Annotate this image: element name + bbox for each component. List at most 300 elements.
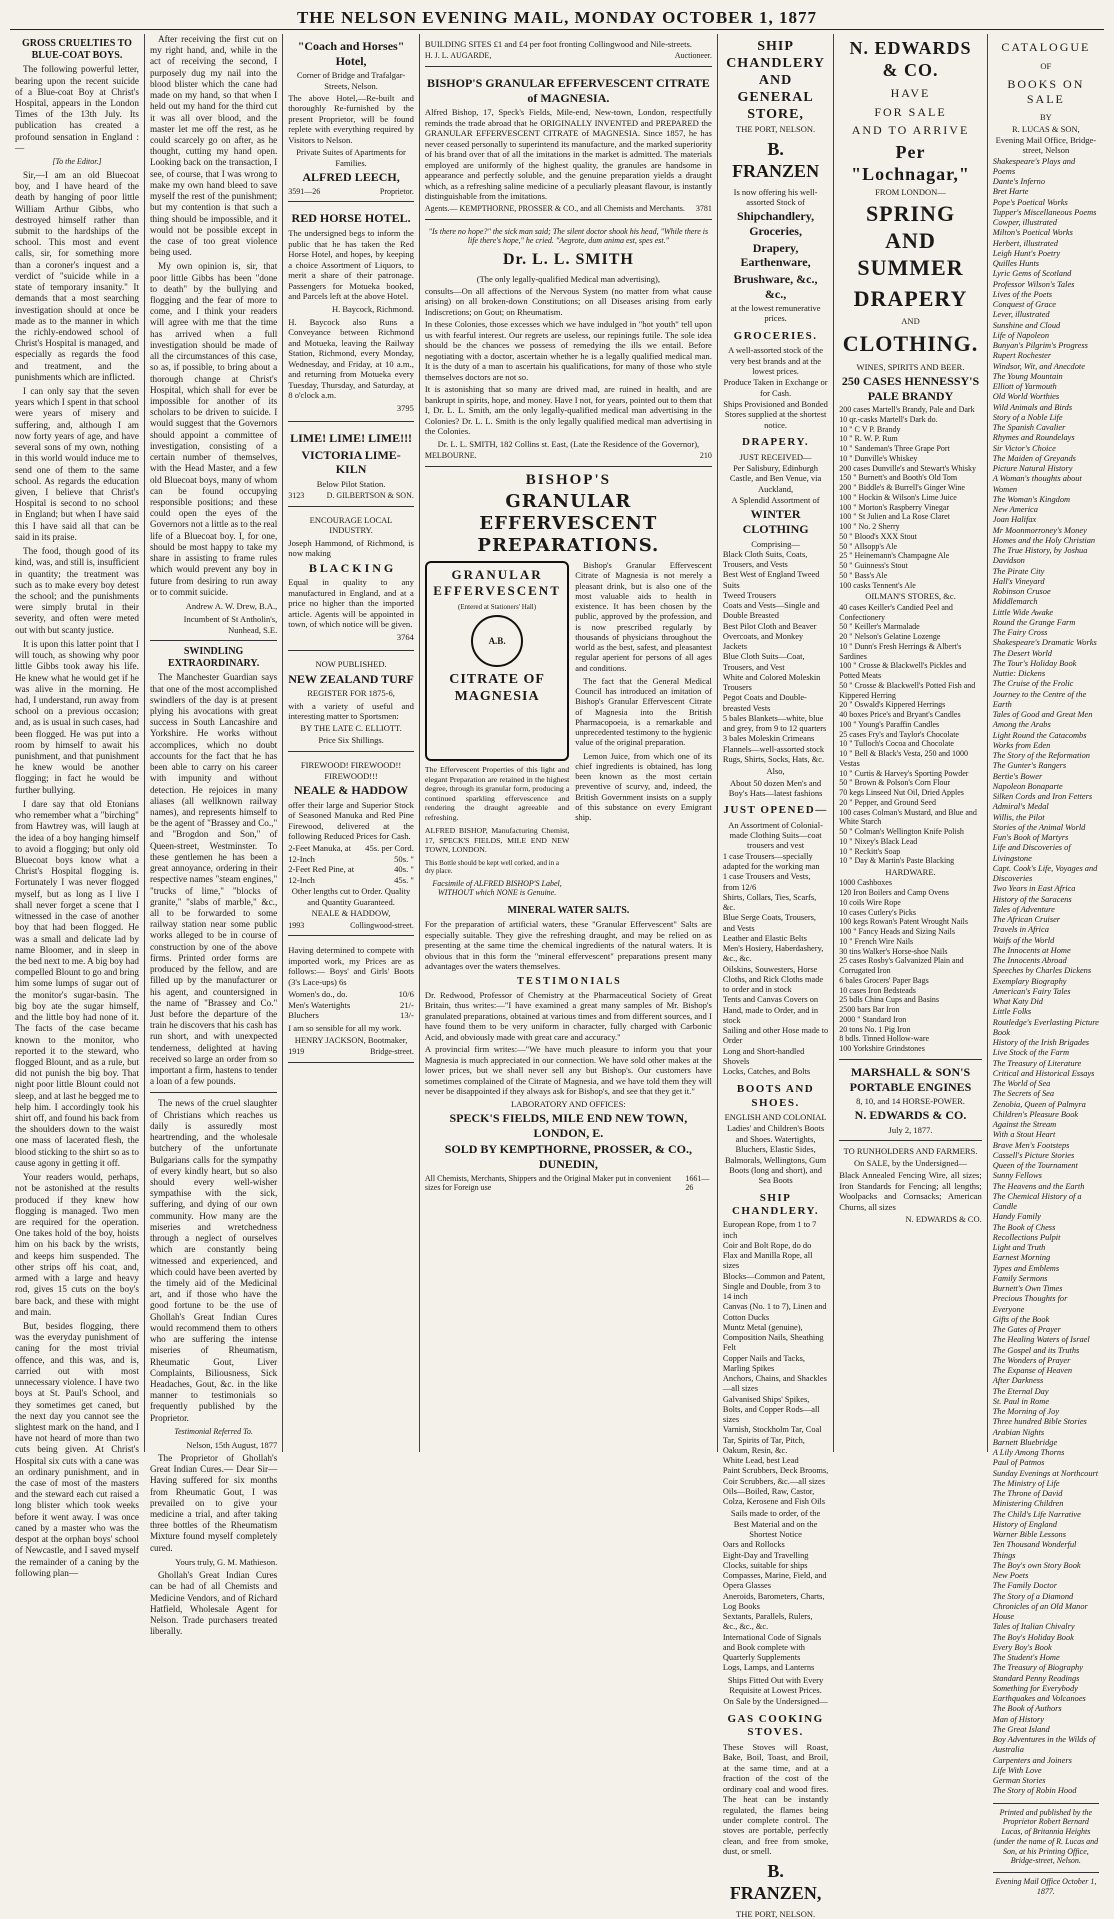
list-item: 20 " Oswald's Kippered Herrings [839,700,946,710]
testimonial-heading: Testimonial Referred To. [174,1426,253,1436]
ad-agents: Agents.— KEMPTHORNE, PROSSER & CO., and all Chemists and Merchants. [424,203,685,213]
signature: D. GILBERTSON & SON. [326,491,414,501]
list-item: 10 " Tulloch's Cocoa and Chocolate [839,739,954,749]
book-item: The Ministry of Life [992,1478,1060,1488]
sail-list [723,1540,828,1673]
book-item: Bertie's Bower [992,771,1043,781]
list-item: Flannels—well-assorted stock [722,744,825,754]
paragraph: It is upon this latter point that I will touch, as showing why poor little Gibbs took away his life. He knew what he would get if he was alive in the morning. He had, I understand, run away from school on a previous occasion; and, as is usual in such cases, had been flogged. He was put into a room by himself to await his punishment, and that punishment he knew would be another flogging; in fact he would be further bullying. [15,638,139,795]
section-body: A Splendid Assortment of [731,494,820,505]
label-maker: ALFRED BISHOP, Manufacturing Chemist, 17, SPECK'S FIELDS, MILE END NEW TOWN, LONDON. [424,826,570,855]
sale-note: On SALE, by the Undersigned— [853,1157,968,1168]
book-item: Quilles Hunts [992,259,1040,269]
book-item: Speeches by Charles Dickens [992,966,1092,976]
list-item: Oils—Boiled, Raw, Castor, Colza, Kerosene and Fish Oils [722,1486,825,1507]
list-item: Black Cloth Suits, Coats, Trousers, and Vests [722,549,808,570]
book-item: History of the Irish Brigades [992,1038,1090,1048]
book-item: Homes and the Holy Christian [992,535,1096,545]
paragraph: But, besides flogging, there was the everyday punishment of caning for the most trivial offence, and this was, and is, carried out with most unnecessary violence. I have two boys at St. Paul's School, and they sometimes get caned, but the next day you cannot see the slightest mark on the hand, and I have not heard of more than two cuts being given. At Christ's Hospital six cuts with a cane was an ordinary punishment, and in the case of most of the masters and the steward each cut raised a long blister which took weeks before it went away. I was once caned by a master who was the despot at the orphan boys' school of Newcastle, and I saved myself the remainder of a caning by the following plan— [15,1320,139,1578]
book-item: The Treasury of Literature [992,1058,1082,1068]
list-item: 100 kegs Rowan's Patent Wrought Nails [839,917,969,927]
list-item: 1000 Cashboxes [839,878,892,888]
ad-body: Alfred Bishop, 17, Speck's Fields, Mile-end, New-town, London, respectfully reminds the trade abroad that he ORIGINALLY INVENTED and PREPARED the GRANULAR EFFERVESCENT CITRATE of MAGNESIA. Since 1857, he has never ceased personally to superintend its manufacture, and the marked superiority of his brand over that of all the imitations in the market is admitted. The materials employed are uniformly of the highest quality, the granules are handsome in appearance and perfectly soluble, and the genuine preparation yields a draught which, as a refreshing saline medicine of a peculiarly pleasant flavour, is instantly distinguishable from the imitations. [424,107,712,202]
book-item: Cowper, illustrated [992,218,1057,228]
book-item: Nuttie: Dickens [992,669,1046,679]
clothing: CLOTHING. [842,330,979,356]
column-5 [718,34,834,1919]
list-item: 25 cases Rosby's Galvanized Plain and Corrugated Iron [839,956,964,976]
proprietor-role: Proprietor. [379,186,414,196]
doctor-name: Dr. L. L. SMITH [502,251,634,269]
list-item: 40 cases Keiller's Candied Peel and Confectionery [839,602,953,622]
colophon: Printed and published by the Proprietor Robert Bernard Lucas, of Britannia Heights (under the name of R. Lucas and Son, at his Printing Office, Bridge-street, Nelson. [993,1803,1099,1867]
paragraph: Ghollah's Great Indian Cures can be had of all Chemists and Medicine Vendors, and of Richard Hatfield, Wholesale Agent for Nelson. Trade purchasers treated liberally. [149,1570,278,1637]
list-item: Best Pilot Cloth and Beaver Overcoats, and Monkey Jackets [722,621,817,652]
ad-number: 3591—26 [288,186,321,196]
book-item: Man of History [992,1714,1044,1724]
signature: H. J. L. AUGARDE, [424,51,492,61]
book-item: Tupper's Miscellaneous Poems [992,207,1097,217]
book-item: Lever, illustrated [992,310,1050,320]
sold-by: SOLD BY KEMPTHORNE, PROSSER, & CO., DUNEDIN, [444,1142,692,1171]
book-item: Tales of Adventure [992,904,1055,914]
book-item: Travels in Africa [992,925,1049,935]
list-item: Coir and Bolt Rope, do do [722,1240,812,1250]
list-item: Sailing and other Hose made to Order [722,1026,829,1046]
list-item: 50 " Allsopp's Ale [839,541,898,551]
ad-body: For the preparation of artificial waters, these "Granular Effervescent" Salts are especially suitable. They give the refreshing draught, and may be relied on as presenting at the same time the chemical ingredients of the natural waters. It is obvious that in this form the "mineral effervescent" preparations present many advantages over the waters themselves. [424,919,712,972]
list-item: 100 " St Julien and La Rose Claret [839,512,950,522]
signature: Incumbent of St Antholin's, Nunhead, S.E. [183,614,278,635]
book-item: The Gates of Prayer [992,1325,1061,1335]
article-intro: The following powerful letter, bearing upon the recent suicide of a Blue-coat Boy at Christ's Hospital, appears in the London Times of the 13th July. Its publication has created a profound sensation in England :— [15,64,139,153]
ad-number: 3781 [695,203,712,213]
list-item: 100 Yorkshire Grindstones [839,1044,925,1054]
produce-note: Produce Taken in Exchange or for Cash. [723,377,828,398]
book-item: Milton's Poetical Works [992,228,1073,238]
product-label [425,561,569,761]
list-item: Pegot Coats and Double-breasted Vests [722,693,807,713]
book-item: The Pirate City [992,566,1045,576]
book-item: Wild Animals and Birds [992,402,1073,412]
book-item: New Poets [992,1571,1029,1581]
book-item: A Woman's thoughts about Women [992,474,1082,494]
winter-clothing: WINTER CLOTHING [742,507,809,536]
book-item: Gifts of the Book [992,1314,1050,1324]
hardware-list [839,878,981,1054]
book-item: Arabian Nights [992,1427,1045,1437]
list-item: 200 " Biddle's & Burrell's Ginger Wine [839,483,965,493]
label-body: The Effervescent Properties of this light and elegant Preparation are retained in the highest degree, through its granular form, producing a continued sparkling effervescence and rendering the draught agreeable and refreshing. [424,765,570,822]
ad-bishop-granular [425,471,712,1193]
book-item: Standard Penny Readings [992,1673,1080,1683]
book-item: The Chemical History of a Candle [992,1191,1082,1212]
book-item: Earnest Morning [992,1253,1051,1263]
season: SPRING AND SUMMER [857,201,964,280]
price-row [288,1010,414,1020]
store-intro: Is now offering his well-assorted Stock of [733,186,818,208]
book-item: Sunshine and Cloud [992,320,1061,330]
list-item: 10 " R. W. P. Rum [839,434,898,444]
book-item: Light and Truth [992,1243,1046,1253]
list-item: Tweed Trousers [722,590,777,600]
book-item: The Heavens and the Earth [992,1181,1085,1191]
list-item: 10 cases Iron Bedsteads [839,985,916,995]
book-item: Life With Love [992,1765,1042,1775]
list-item: 2500 bars Bar Iron [839,1005,900,1015]
label-keep: This Bottle should be kept well corked, and in a dry place. [424,858,560,876]
ad-body: offer their large and Superior Stock of Seasoned Manuka and Red Pine Firewood, delivered at the following Reduced Prices for Cash. [288,799,414,841]
book-list [993,157,1099,1797]
ship-name: Per "Lochnagar," [851,141,970,184]
store-owner: B. FRANZEN, [729,1860,822,1903]
book-item: Robinson Crusoe [992,587,1051,597]
book-item: Windsor, Wit, and Anecdote [992,361,1085,371]
ad-title: FIREWOOD! FIREWOOD!! FIREWOOD!!! [300,760,402,781]
book-item: Light Round the Catacombs [992,730,1087,740]
ad-number: 3123 [288,491,305,501]
list-item: Best West of England Tweed Suits [722,570,820,590]
list-item: 100 " Hockin & Wilson's Lime Juice [839,492,957,502]
book-item: Routledge's Everlasting Picture Book [992,1017,1099,1037]
column-3 [283,34,420,1452]
price-item: Men's Watertights [288,999,351,1010]
and: AND [901,316,920,327]
hotel-body: The undersigned begs to inform the public that he has taken the Red Horse Hotel, and hopes, by keeping a choice Assortment of Liquors, to merit a share of their patronage. Passengers for Motueka booked, and Parcels left at the above Hotel. [288,228,414,302]
label-entered: (Entered at Stationers' Hall) [458,602,537,611]
price-row [288,864,414,874]
list-item: 30 tins Walker's Horse-shoe Nails [839,946,948,956]
from-london: FROM LONDON— [875,186,946,197]
section-title: LABORATORY AND OFFICES: [510,1098,626,1109]
book-item: Little Wide Awake [992,607,1054,617]
list-item: White Lead, best Lead [722,1456,799,1466]
book-item: The Book of Authors [992,1704,1062,1714]
hotel-proprietor: ALFRED LEECH, [302,170,400,185]
catalogue-of: OF [1040,60,1052,71]
firm-address: Bridge-street. [370,1047,414,1057]
book-item: Journey to the Centre of the Earth [992,689,1087,709]
book-item: Leigh Hunt's Poetry [992,248,1061,258]
list-item: 1 case Trousers—specially adapted for the working man [722,851,820,871]
city: MELBOURNE. [424,451,477,461]
section-body: A well-assorted stock of the very best brands and at the lowest prices. [728,345,824,376]
book-item: Lives of the Poets [992,289,1053,299]
book-item: Rhymes and Roundelays [992,433,1075,443]
book-item: Sir Victor's Choice [992,443,1056,453]
book-item: The Maiden of Greyands [992,453,1076,463]
list-item: 50 " Bass's Ale [839,570,888,580]
divider [839,1059,981,1060]
list-item: 100 cases Colman's Mustard, and Blue and White Starch [839,807,977,827]
lab-address: SPECK'S FIELDS, MILE END NEW TOWN, LONDON, E. [449,1111,688,1140]
book-item: Family Sermons [992,1273,1048,1283]
book-item: Tales of Good and Great Men [992,710,1093,720]
book-item: The Morning of Joy [992,1407,1060,1417]
paragraph: The news of the cruel slaughter of Christians which reaches us daily is assuredly most heartrending, and the wholesale butchery of the unfortunate Bulgarians calls for the sympathy of every kindly heart, but so also should every well-wisher sympathise with the sick, suffering, and dying of our own community. How many are the miseries and wretchedness through a neglect of ourselves which are constantly being witnessed and experienced, and which could have been averted by the timely aid of the Medicinal art, and if those who have the good fortune to be the use of Ghollah's Great Indian Cures would recommend them to others who are suffering the intense miseries of Rheumatism, Rheumatic Gout, Liver Complaints, Biliousness, Sick Headaches, Gout, &c. in the like manner to testimonials so frequently published by the Proprietor. [149,1098,278,1423]
book-item: Zenobia, Queen of Palmyra [992,1099,1086,1109]
book-item: Herbert, illustrated [992,238,1058,248]
list-item: Blue Cloth Suits—Coat, Trousers, and Vest [722,652,805,672]
price-value: 50s. " [394,853,414,864]
bishop-grid [425,561,712,901]
list-item: 6 bales Grocers' Paper Bags [839,975,929,985]
firm-arrive: AND TO ARRIVE [851,123,970,138]
list-item: 100 casks Tennent's Ale [839,580,916,590]
book-item: Ministering Children [992,1499,1064,1509]
price-item: 2-Feet Red Pine, at [288,864,355,875]
store-line: Drapery, Earthenware, [740,240,811,270]
publication-price: Price Six Shillings. [318,734,384,745]
ad-body: Having determined to compete with imported work, my Prices are as follows:— Boys' and Girls' Boots (3's Lace-ups) 6s [288,945,414,987]
colophon-date: Evening Mail Office October 1, 1877. [993,1872,1099,1897]
ad-body: Equal in quality to any manufactured in England, and at a price no higher than the imported article. Agents will be appointed in town, of which notice will be given. [288,577,414,630]
firm-have: HAVE [890,85,931,100]
column-7 [988,34,1104,1896]
publication-sub: REGISTER FOR 1875-6, [307,688,395,699]
ad-body: A provincial firm writes:—"We have much pleasure to inform you that your Magnesia is much appreciated in our connection. We have sold other makes at the lower prices, but we shall never sell any but Bishop's. Our customers have sometimes complained of the Citrate of Magnesia, and we have told them they will never be disappointed if they always ask for Bishop's, and see that they get it." [424,1044,712,1097]
list-item: 3 bales Moleskin Crimeans [722,734,815,744]
list-item: Paint Scrubbers, Deck Brooms, Coir Scrubbers, &c.—all sizes [722,1466,829,1486]
store-location: THE PORT, NELSON. [736,1908,816,1919]
price-value: 13/- [400,1010,414,1021]
list-item: 100 " Morton's Raspberry Vinegar [839,502,950,512]
list-item: Sextants, Parallels, Rulers, &c., &c., &c. [722,1612,813,1632]
book-item: Hall's Vineyard [992,576,1045,586]
book-item: Chronicles of an Old Manor House [992,1601,1088,1622]
book-item: The Boy's Holiday Book [992,1632,1074,1642]
list-item: 2000 " Standard Iron [839,1014,907,1024]
book-item: Napoleon Bonaparte [992,781,1063,791]
list-item: 10 qr.-casks Martell's Dark do. [839,414,938,424]
label-effervescent: EFFERVESCENT [433,582,561,598]
book-item: Round the Grange Farm [992,617,1076,627]
book-item: The Eternal Day [992,1386,1049,1396]
list-item: 25 bdls China Cups and Basins [839,995,940,1005]
list-item: 20 " Pepper, and Ground Seed [839,797,936,807]
list-item: Tents and Canvas Covers on Hand, made to Order, and in stock [722,995,819,1025]
book-item: Little Folks [992,1007,1032,1017]
book-item: The Gospel and its Truths [992,1345,1080,1355]
list-item: Anchors, Chains, and Shackles—all sizes [722,1374,827,1394]
book-item: The Story of Robin Hood [992,1786,1077,1796]
list-item: Compasses, Marine, Field, and Opera Glasses [722,1571,827,1591]
ad-body: Dr. Redwood, Professor of Chemistry at the Pharmaceutical Society of Great Britain, thus writes:—"I have examined a great many samples of Mr. Bishop's granulated preparations, obtained at various times and from different sources, and I have found them to be very uniform in character, fully charged with Carbonic Acid, and obviously made with great care and accuracy." [424,989,712,1042]
doctor-sub: (The only legally-qualified Medical man advertising), [476,273,660,284]
section-title: GROCERIES. [733,329,818,342]
book-item: Life of Napoleon [992,330,1050,340]
ad-number: 1993 [288,920,305,930]
sails-note: Sails made to order, of the Best Material and on the Shortest Notice [730,1508,821,1540]
list-item: Copper Nails and Tacks, Marling Spikes [722,1353,805,1373]
book-item: The Student's Home [992,1653,1060,1663]
list-item: Oars and Rollocks [722,1540,785,1550]
book-item: Lyric Gems of Scotland [992,269,1072,279]
ad-dr-smith [425,224,712,467]
list-item: European Rope, from 1 to 7 inch [722,1220,817,1240]
section-title: WINES, SPIRITS AND BEER. [856,361,965,372]
book-item: The Throne of David [992,1489,1063,1499]
book-item: St. Paul in Rome [992,1396,1050,1406]
book-item: With a Stout Heart [992,1130,1056,1140]
section-body: These Stoves will Roast, Bake, Boil, Toast, and Broil, at the same time, and at a fraction of the cost of the ordinary coal and wood fires. The heat can be instantly regulated, the flames being under complete control. The stoves are portable, perfectly clean, and free from smoke, dust, or smell. [722,1741,829,1857]
ad-title: NOW PUBLISHED. [315,659,387,670]
book-item: Story of a Noble Life [992,412,1063,422]
book-item: The Gunter's Rangers [992,761,1067,771]
list-item: 100 " Fancy Heads and Sizing Nails [839,927,955,937]
ad-lime [288,426,414,507]
list-item: White and Colored Moleskin Trousers [722,672,821,693]
list-item: 100 " Crosse & Blackwell's Pickles and Potted Meats [839,661,967,681]
ad-note: All Chemists, Merchants, Shippers and the Original Maker put in convenient sizes for Foreign use [424,1173,672,1193]
book-item: Mr Moonmorroney's Money [992,525,1087,535]
signature: H. Baycock, Richmond. [331,303,414,314]
firm-name: NEALE & HADDOW [294,782,409,797]
book-item: Every Boy's Book [992,1642,1052,1652]
list-item: 150 " Burnett's and Booth's Old Tom [839,473,958,483]
book-item: The Story of a Diamond [992,1591,1074,1601]
book-item: Paul of Patmos [992,1458,1045,1468]
section-title: GAS COOKING STOVES. [727,1712,824,1739]
ad-body: In these Colonies, those excesses which we have indulged in "hot youth" tell upon us with fearful interest. Our regrets are useless, our repinings futile. The sole idea should be the chances we possess of remedying the ills we entail. Before negotiating with a doctor, ascertain whether he is a legally qualified medical man. It is the duty of a man to ascertain his qualifications, for many of those who style themselves doctors are not so. [424,319,712,382]
bishop-left [425,561,569,901]
ad-bishop-citrate [425,71,712,219]
book-item: Burnett's Own Times [992,1284,1063,1294]
book-item: Willis, the Pilot [992,812,1045,822]
list-item: 70 kegs Linseed Nut Oil, Dried Apples [839,788,964,798]
quote: "Is there no hope?" the sick man said; The silent doctor shook his head, "While there is life there's hope," he cried. "Aegrote, dum anima est, spes est." [428,226,709,246]
book-item: Stories of the Animal World [992,822,1086,832]
paragraph: After receiving the first cut on my right hand, and, while in the act of receiving the second, I purposely dug my nail into the blood blister which the cane had made on my hand, so that when I held out my hand for the third cut it was all over blood, and the master let me off the rest, as he could scarcely go on after, as he thought, cutting my hand open. Looking back on the transaction, I see, of course, that I was wrong to make my own hand bleed to save myself the rest of the punishment; but my contention is that such a thing should be impossible, and it would not be possible except in the case of too great violence being used. [149,34,278,258]
signature: Andrew A. W. Drew, B.A., [185,600,278,611]
book-item: The Innocents at Home [992,945,1071,955]
price-row [288,875,414,885]
book-item: Old World Worthies [992,392,1060,402]
book-item: The Great Island [992,1724,1050,1734]
price-row [288,854,414,864]
store-line: Shipchandlery, Groceries, [737,209,815,238]
price-item: Bluchers [288,1010,319,1021]
paragraph: Your readers would, perhaps, not be astonished at the results produced if they knew how flogging is managed. Two men are required for the operation. One takes hold of the boy, hoists him on his back by the wrists, and keeps him suspended. The other strips off his coat, and, armed with a large and heavy rod, gives 15 cuts on the boy's bare back, and these with might and main. [15,1172,139,1317]
book-item: Barnett Bluebridge [992,1437,1058,1447]
book-item: German Stories [992,1776,1046,1786]
hotel-body: H. Baycock also Runs a Conveyance between Richmond and Motueka, leaving the Railway Station, Richmond, every Monday, Wednesday, and Friday, at 10 a.m., and returning from Motueka every Tuesday, Thursday, and Saturday, at 8 o'clock a.m. [288,316,414,401]
price-value: 21/- [400,999,414,1010]
ad-number: 210 [699,451,712,461]
ad-red-horse [288,206,414,422]
book-item: The Story of the Reformation [992,751,1090,761]
brandy-lead: 250 CASES HENNESSY'S PALE BRANDY [841,373,980,403]
ships-fitted: Ships Fitted Out with Every Requisite at Lowest Prices. [727,1674,824,1696]
book-item: Ten Thousand Wonderful Things [992,1540,1077,1560]
book-item: Among the Arabs [992,720,1051,730]
list-item: 200 cases Dunville's and Stewart's Whisky [839,463,976,473]
book-item: History of the Saracens [992,894,1072,904]
ad-note: I am so sensible for all my work. [288,1022,402,1033]
section-title: DRAPERY. [742,436,810,449]
book-item: The Wonders of Prayer [992,1355,1071,1365]
price-value: 10/6 [398,989,414,1000]
firm-address: Collingwood-street. [350,920,414,930]
book-item: Bret Harte [992,187,1029,197]
book-item: Types and Emblems [992,1263,1060,1273]
book-item: The African Cruiser [992,915,1061,925]
price-value: 45s. per Cord. [365,843,414,854]
list-item: 20 " Nelson's Gelatine Lozenge [839,632,941,642]
book-item: Exemplary Biography [992,976,1067,986]
list-item: 50 " Crosse & Blackwell's Potted Fish and Kippered Herring [839,680,976,700]
brand-headline: GRANULAR EFFERVESCENT PREPARATIONS. [477,491,660,557]
list-item: Galvanised Ships' Spikes, Bolts, and Copper Rods—all sizes [722,1394,820,1425]
masthead: THE NELSON EVENING MAIL, MONDAY OCTOBER 1, 1877 [10,6,1104,30]
list-item: 50 " Blood's XXX Stout [839,531,917,541]
price-value: 40s. " [394,864,414,875]
signature: N. EDWARDS & CO. [905,1214,982,1225]
date: July 2, 1877. [888,1125,933,1136]
ad-body: with a variety of useful and interesting matter to Sportsmen: [288,700,414,721]
book-item: What Katy Did [992,997,1043,1007]
store-location: THE PORT, NELSON. [736,124,816,135]
price-item: 2-Feet Manuka, at [288,843,352,854]
divider [150,640,277,641]
book-item: Children's Pleasure Book [992,1109,1079,1119]
section-title: SHIP CHANDLERY. [731,1191,820,1217]
book-item: Picture Natural History [992,464,1073,474]
book-item: Works from Eden [992,740,1051,750]
book-item: The Fairy Cross [992,628,1048,638]
oil-list [839,603,981,866]
list-item: 10 " Dunville's Whiskey [839,453,918,463]
ad-note: Other lengths cut to Order. Quality and Quantity Guaranteed. [291,886,411,907]
list-item: 10 " C V P. Brandy [839,424,901,434]
list-item: International Code of Signals and Book complete with Quarterly Supplements [722,1632,822,1663]
book-item: Live Stock of the Farm [992,1048,1070,1058]
ad-title: BISHOP'S GRANULAR EFFERVESCENT CITRATE of MAGNESIA. [426,76,710,105]
article-title: GROSS CRUELTIES TO BLUE-COAT BOYS. [22,38,132,62]
publication-author: BY THE LATE C. ELLIOTT. [300,723,402,734]
label-caption: Facsimile of ALFRED BISHOP'S Label, WITHOUT which NONE is Genuine. [432,878,562,898]
signature: NEALE & HADDOW, [311,908,391,919]
ad-body: It is astonishing that so many are drived mad, are ruined in health, and are bankrupt in spirits, hope, and money. Have I not, for years, pointed out to them that I, Dr. L. L. Smith, am the only legally-qualified medical man advertising in the Colonies? Dr. L. L. Smith is the only legally qualified medical man advertising in the Colonies. [424,384,712,437]
section-title: JUST OPENED— [723,804,828,817]
book-item: The Innocents Abroad [992,956,1067,966]
hotel-suites: Private Suites of Apartments for Families. [296,147,406,168]
lime-name: VICTORIA LIME-KILN [301,447,401,477]
list-item: 10 cases Cutlery's Picks [839,907,917,917]
list-item: Shirts, Collars, Ties, Scarfs, &c. [722,892,817,912]
list-item: 10 " Reckitt's Soap [839,846,901,856]
book-item: Three hundred Bible Stories [992,1417,1087,1427]
list-item: 25 " Heinemann's Champagne Ale [839,551,950,561]
section-sub: ENGLISH AND COLONIAL [724,1112,827,1123]
list-item: Canvas (No. 1 to 7), Linen and Cotton Ducks [722,1302,827,1322]
book-item: The World of Sea [992,1079,1051,1089]
list-item: 50 " Colman's Wellington Knife Polish [839,827,964,837]
ad-building-sites [425,34,712,67]
firm-forsale: FOR SALE [874,104,947,119]
list-item: Oilskins, Souwesters, Horse Cloths, and Rick Cloths made to order and in stock [722,964,824,994]
book-item: Against the Stream [992,1120,1057,1130]
sale-note: On Sale by the Undersigned— [723,1696,828,1707]
list-item: 200 cases Martell's Brandy, Pale and Dark [839,405,975,415]
book-item: Dante's Inferno [992,177,1046,187]
list-item: Blue Serge Coats, Trousers, and Vests [722,913,817,933]
paragraph: I dare say that old Etonians who remember what a "birching" from Hawtrey was, will laugh at the idea of a boy hanging himself to avoid a flogging; but only old Bluecoat boys know what a Christ's Hospital flogging is. Fortunately I was never flogged myself, but as long as I live I shall never forget a scene that I witnessed in the case of another boy that had been flogged. He was a small and delicate lad by name Bloomer, and in sleep in the bed next to me. A big boy had compelled Blount to go and bring him some lumps of sugar out of the monitor's sugar-basin. The big boy ate the sugar himself, and the little boy had none of it. The facts of the case became known to the monitor, who reported it to the steward, who flogged Blount, and as a rule, but did not punish the big boy. That night poor little Blount could not sleep, and at last he begged me to help him. I accordingly took his shirt off, and found his back from the shoulders down to the waist one mass of lacerated flesh, the blood sticking to the shirt so as to cause agony in getting it off. [15,798,139,1168]
price-item: Women's do., do. [288,989,348,1000]
catalogue-office: Evening Mail Office, Bridge-street, Nelson [995,134,1097,156]
to-editor: [To the Editor.] [52,157,102,167]
comprising: Comprising— [751,538,800,549]
